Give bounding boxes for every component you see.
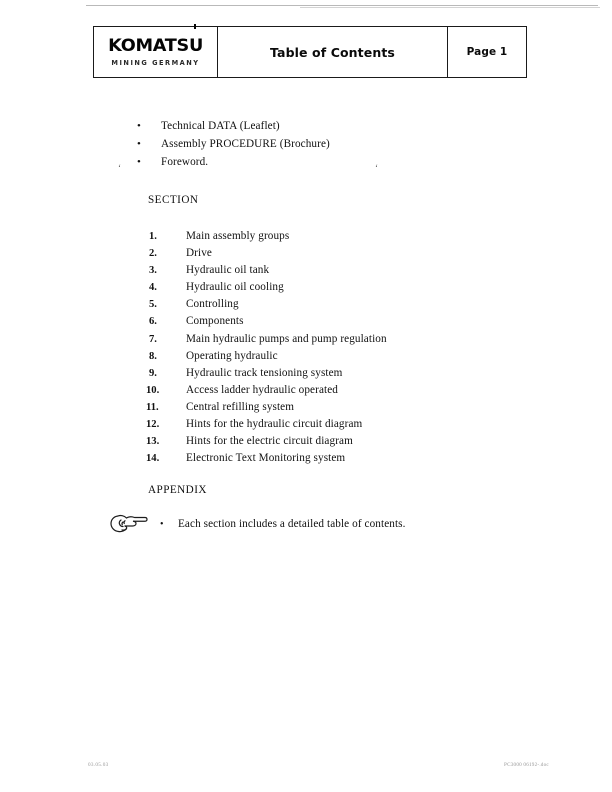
section-title: Hydraulic oil cooling	[186, 281, 284, 294]
section-number: 13.	[146, 436, 160, 448]
bullet-marker: •	[137, 120, 141, 132]
section-title: Main assembly groups	[186, 230, 290, 242]
bullet-label: Assembly PROCEDURE (Brochure)	[161, 138, 330, 150]
section-number: 3.	[149, 265, 157, 277]
section-title: Main hydraulic pumps and pump regulation	[186, 332, 387, 345]
header-logo-cell	[94, 27, 218, 77]
appendix-note-bullet: •	[160, 519, 164, 530]
section-number: 1.	[149, 231, 157, 242]
section-title: Hydraulic track tensioning system	[186, 366, 343, 379]
header-page-cell	[448, 27, 526, 77]
section-list-item	[146, 247, 546, 264]
bullet-marker: •	[137, 138, 141, 150]
section-title: Components	[186, 315, 244, 328]
section-numbered-list	[146, 230, 546, 469]
appendix-note-text: Each section includes a detailed table of contents.	[178, 518, 406, 530]
section-title: Hydraulic oil tank	[186, 264, 270, 277]
section-list-item	[146, 384, 546, 401]
page-title: Table of Contents	[270, 44, 395, 60]
intro-bullet-item	[137, 156, 517, 174]
intro-bullet-list	[137, 120, 517, 174]
section-list-item	[146, 452, 546, 469]
footer-date: 03.05.03	[88, 762, 109, 768]
section-number: 10.	[146, 384, 160, 396]
section-list-item	[146, 264, 546, 281]
pointing-hand-icon	[110, 510, 148, 536]
scan-edge-artifact	[86, 5, 598, 6]
bullet-label: Technical DATA (Leaflet)	[161, 120, 280, 132]
section-title: Access ladder hydraulic operated	[186, 383, 338, 396]
section-title: Hints for the electric circuit diagram	[186, 435, 353, 448]
section-title: Hints for the hydraulic circuit diagram	[186, 418, 363, 431]
header-title-cell	[218, 27, 448, 77]
section-number: 11.	[146, 401, 159, 413]
bullet-marker: •	[137, 156, 141, 168]
intro-bullet-item	[137, 138, 517, 156]
intro-bullet-item	[137, 120, 517, 138]
section-title: Drive	[186, 247, 212, 260]
section-list-item	[146, 435, 546, 452]
logo-accent-mark	[194, 24, 196, 29]
komatsu-logo-subtitle: MINING GERMANY	[111, 58, 200, 67]
section-list-item	[146, 281, 546, 298]
section-list-item	[146, 315, 546, 332]
document-header-table	[93, 26, 527, 78]
section-list-item	[146, 401, 546, 418]
section-list-item	[146, 298, 546, 315]
bullet-label: Foreword.	[161, 156, 209, 168]
section-number: 6.	[149, 316, 157, 328]
section-title: Electronic Text Monitoring system	[186, 452, 346, 465]
section-list-item	[146, 350, 546, 367]
scan-speck-left: ‘	[118, 163, 121, 173]
section-number: 4.	[149, 282, 157, 294]
section-title: Operating hydraulic	[186, 349, 278, 362]
page-number-label: Page 1	[466, 46, 508, 58]
section-list-item	[146, 367, 546, 384]
section-number: 2.	[149, 248, 157, 260]
section-number: 7.	[149, 333, 157, 345]
section-list-item	[146, 230, 546, 247]
scan-speck-middle: ‘	[375, 163, 378, 173]
section-number: 8.	[149, 350, 157, 362]
section-number: 9.	[149, 367, 157, 379]
section-title: Controlling	[186, 298, 239, 311]
section-list-item	[146, 418, 546, 435]
scan-edge-artifact-secondary	[300, 7, 600, 8]
section-number: 14.	[146, 453, 160, 465]
appendix-note-row	[160, 518, 406, 530]
section-heading: SECTION	[148, 194, 199, 206]
appendix-heading: APPENDIX	[148, 484, 207, 496]
section-number: 5.	[149, 299, 157, 311]
section-title: Central refilling system	[186, 400, 295, 413]
section-number: 12.	[146, 419, 160, 431]
footer-filename: PC3000 06192-.doc	[504, 762, 549, 768]
komatsu-logo-wordmark: KOMATSU	[108, 35, 203, 56]
section-list-item	[146, 333, 546, 350]
